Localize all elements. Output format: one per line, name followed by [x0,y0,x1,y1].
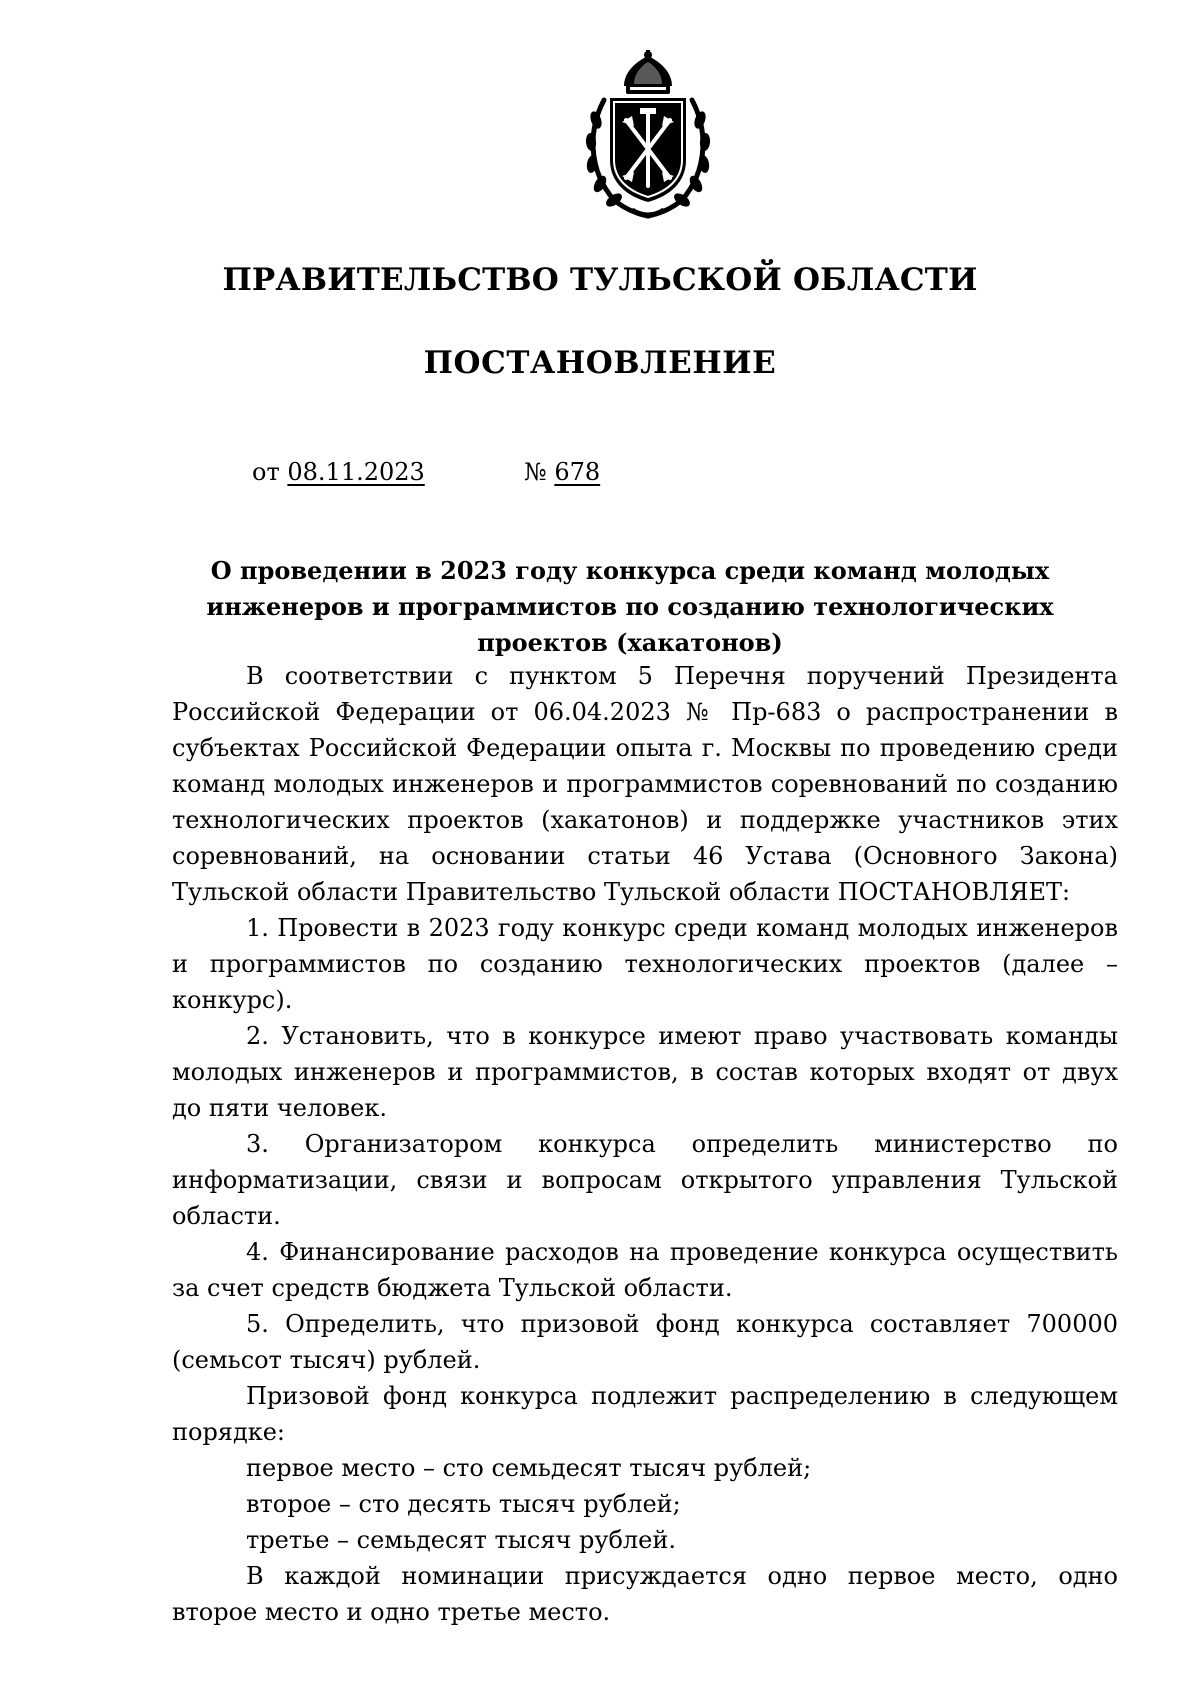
paragraph-preamble: В соответствии с пунктом 5 Перечня поручений Президента Российской Федерации от 06.04.2023 № Пр-683 о распространении в субъектах Российской Федерации опыта г. Москвы по проведению среди команд молодых инженеров и программистов соревнований по созданию технологических проектов (хакатонов) и поддержке участников этих соревнований, на основании статьи 46 Устава (Основного Закона) Тульской области Правительство Тульской области ПОСТАНОВЛЯЕТ: [172,662,1118,906]
document-subject: О проведении в 2023 году конкурса среди команд молодых инженеров и программистов по созданию технологических проектов (хакатонов) [206,556,1054,657]
date-prefix: от [252,458,280,486]
document-type: ПОСТАНОВЛЕНИЕ [423,345,777,381]
paragraph-item-2: 2. Установить, что в конкурсе имеют право участвовать команды молодых инженеров и программистов, в состав которых входят от двух до пяти человек. [172,1022,1118,1122]
prize-second-place: второе – сто десять тысяч рублей; [246,1490,681,1518]
paragraph-item-4: 4. Финансирование расходов на проведение конкурса осуществить за счет средств бюджета Тульской области. [172,1238,1118,1302]
number-prefix: № [524,458,547,486]
document-date: 08.11.2023 [287,458,425,486]
paragraph-prize-distribution: Призовой фонд конкурса подлежит распределению в следующем порядке: [172,1382,1118,1446]
government-title: ПРАВИТЕЛЬСТВО ТУЛЬСКОЙ ОБЛАСТИ [222,262,978,298]
document-body [172,658,1118,1630]
paragraph-item-3: 3. Организатором конкурса определить министерство по информатизации, связи и вопросам открытого управления Тульской области. [172,1130,1118,1230]
tula-coat-of-arms-icon [574,50,722,220]
prize-first-place: первое место – сто семьдесят тысяч рублей; [246,1454,812,1482]
paragraph-item-5: 5. Определить, что призовой фонд конкурса составляет 700000 (семьсот тысяч) рублей. [172,1310,1118,1374]
paragraph-item-1: 1. Провести в 2023 году конкурс среди команд молодых инженеров и программистов по созданию технологических проектов (далее – конкурс). [172,914,1118,1014]
prize-third-place: третье – семьдесят тысяч рублей. [246,1526,676,1554]
document-number: 678 [554,458,601,486]
paragraph-nominations: В каждой номинации присуждается одно первое место, одно второе место и одно третье место. [172,1562,1118,1626]
document-number-line [524,458,600,486]
document-date-line [252,458,425,486]
